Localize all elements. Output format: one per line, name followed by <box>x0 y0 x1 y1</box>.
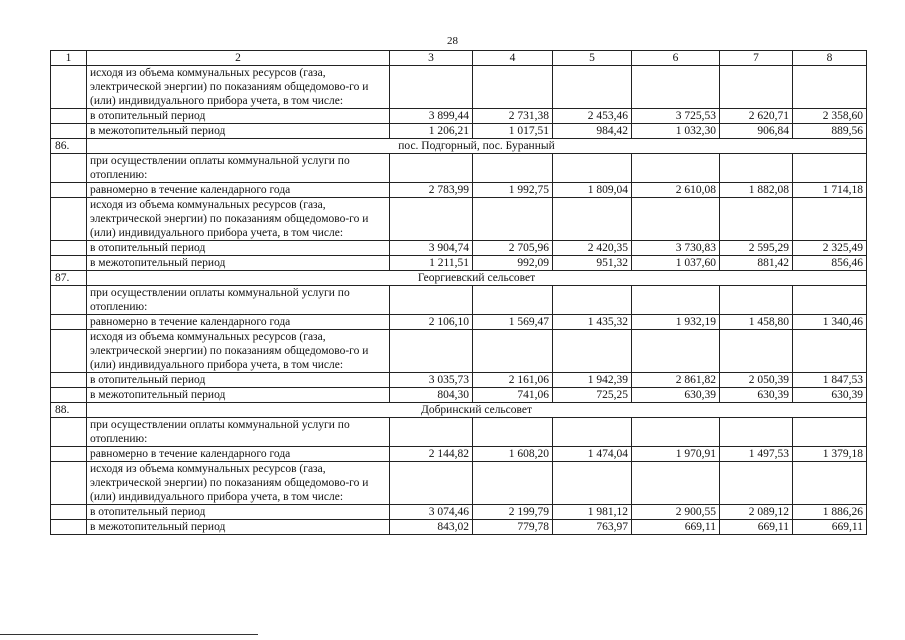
header-cell: 6 <box>632 51 720 66</box>
section-number: 86. <box>51 139 87 154</box>
value-cell: 2 050,39 <box>720 373 793 388</box>
value-cell: 1 714,18 <box>793 183 867 198</box>
value-cell <box>632 286 720 315</box>
row-number-cell <box>51 373 87 388</box>
value-cell <box>720 462 793 505</box>
section-row <box>51 271 867 286</box>
value-cell: 1 608,20 <box>473 447 553 462</box>
value-cell: 2 325,49 <box>793 241 867 256</box>
value-cell <box>793 286 867 315</box>
value-cell: 1 435,32 <box>553 315 632 330</box>
value-cell <box>553 462 632 505</box>
table-row <box>51 505 867 520</box>
value-cell: 2 861,82 <box>632 373 720 388</box>
value-cell: 1 942,39 <box>553 373 632 388</box>
tariff-table <box>50 50 867 535</box>
value-cell: 3 730,83 <box>632 241 720 256</box>
table-row <box>51 330 867 373</box>
value-cell: 1 847,53 <box>793 373 867 388</box>
value-cell <box>720 198 793 241</box>
value-cell <box>553 330 632 373</box>
value-cell: 2 620,71 <box>720 109 793 124</box>
value-cell: 843,02 <box>390 520 473 535</box>
value-cell: 2 358,60 <box>793 109 867 124</box>
value-cell <box>553 66 632 109</box>
header-cell: 1 <box>51 51 87 66</box>
value-cell: 1 497,53 <box>720 447 793 462</box>
value-cell <box>793 418 867 447</box>
value-cell <box>553 198 632 241</box>
row-description: равномерно в течение календарного года <box>87 183 390 198</box>
value-cell: 669,11 <box>632 520 720 535</box>
table-row <box>51 520 867 535</box>
row-number-cell <box>51 505 87 520</box>
section-row <box>51 403 867 418</box>
page-number: 28 <box>447 35 458 47</box>
row-number-cell <box>51 330 87 373</box>
value-cell <box>390 418 473 447</box>
table-body <box>51 51 867 535</box>
value-cell <box>720 286 793 315</box>
value-cell <box>632 154 720 183</box>
table-row <box>51 154 867 183</box>
value-cell: 2 610,08 <box>632 183 720 198</box>
section-title: Добринский сельсовет <box>87 403 867 418</box>
value-cell: 2 595,29 <box>720 241 793 256</box>
header-cell: 2 <box>87 51 390 66</box>
value-cell: 3 899,44 <box>390 109 473 124</box>
value-cell <box>473 330 553 373</box>
row-description: исходя из объема коммунальных ресурсов (газа, электрической энергии) по показаниям общедомово-го и (или) индивидуального прибора учета, в том числе: <box>87 198 390 241</box>
table-row <box>51 373 867 388</box>
value-cell: 2 161,06 <box>473 373 553 388</box>
row-description: при осуществлении оплаты коммунальной услуги по отоплению: <box>87 286 390 315</box>
value-cell: 779,78 <box>473 520 553 535</box>
row-description: в межотопительный период <box>87 520 390 535</box>
row-number-cell <box>51 447 87 462</box>
section-title: Георгиевский сельсовет <box>87 271 867 286</box>
table-row <box>51 198 867 241</box>
value-cell: 1 981,12 <box>553 505 632 520</box>
value-cell: 992,09 <box>473 256 553 271</box>
row-description: в отопительный период <box>87 241 390 256</box>
value-cell <box>553 418 632 447</box>
row-number-cell <box>51 462 87 505</box>
row-number-cell <box>51 154 87 183</box>
row-number-cell <box>51 198 87 241</box>
value-cell: 3 035,73 <box>390 373 473 388</box>
row-number-cell <box>51 66 87 109</box>
row-description: в межотопительный период <box>87 124 390 139</box>
table-row <box>51 183 867 198</box>
table-row <box>51 447 867 462</box>
footnote-divider <box>0 634 258 635</box>
table-row <box>51 418 867 447</box>
value-cell: 951,32 <box>553 256 632 271</box>
value-cell: 2 106,10 <box>390 315 473 330</box>
table-row <box>51 286 867 315</box>
value-cell: 1 206,21 <box>390 124 473 139</box>
row-description: в отопительный период <box>87 505 390 520</box>
value-cell <box>553 154 632 183</box>
value-cell <box>720 418 793 447</box>
value-cell: 1 809,04 <box>553 183 632 198</box>
value-cell: 2 783,99 <box>390 183 473 198</box>
row-description: равномерно в течение календарного года <box>87 447 390 462</box>
value-cell <box>473 198 553 241</box>
header-row <box>51 51 867 66</box>
table-row <box>51 315 867 330</box>
row-number-cell <box>51 418 87 447</box>
value-cell <box>473 286 553 315</box>
table-row <box>51 388 867 403</box>
section-title: пос. Подгорный, пос. Буранный <box>87 139 867 154</box>
value-cell: 2 089,12 <box>720 505 793 520</box>
value-cell: 1 211,51 <box>390 256 473 271</box>
table-row <box>51 66 867 109</box>
value-cell <box>632 418 720 447</box>
value-cell: 3 725,53 <box>632 109 720 124</box>
section-number: 88. <box>51 403 87 418</box>
value-cell: 889,56 <box>793 124 867 139</box>
value-cell: 1 932,19 <box>632 315 720 330</box>
header-cell: 7 <box>720 51 793 66</box>
value-cell: 2 144,82 <box>390 447 473 462</box>
value-cell: 725,25 <box>553 388 632 403</box>
section-number: 87. <box>51 271 87 286</box>
value-cell: 804,30 <box>390 388 473 403</box>
row-number-cell <box>51 388 87 403</box>
value-cell: 2 705,96 <box>473 241 553 256</box>
section-row <box>51 139 867 154</box>
value-cell: 1 970,91 <box>632 447 720 462</box>
row-number-cell <box>51 183 87 198</box>
row-number-cell <box>51 241 87 256</box>
value-cell: 1 882,08 <box>720 183 793 198</box>
value-cell: 906,84 <box>720 124 793 139</box>
value-cell <box>473 154 553 183</box>
row-description: исходя из объема коммунальных ресурсов (газа, электрической энергии) по показаниям общедомово-го и (или) индивидуального прибора учета, в том числе: <box>87 462 390 505</box>
value-cell <box>720 330 793 373</box>
row-number-cell <box>51 315 87 330</box>
row-description: при осуществлении оплаты коммунальной услуги по отоплению: <box>87 418 390 447</box>
value-cell <box>793 462 867 505</box>
value-cell: 2 453,46 <box>553 109 632 124</box>
value-cell: 3 904,74 <box>390 241 473 256</box>
value-cell <box>632 66 720 109</box>
table-row <box>51 109 867 124</box>
row-description: в межотопительный период <box>87 388 390 403</box>
value-cell: 630,39 <box>720 388 793 403</box>
value-cell <box>390 66 473 109</box>
value-cell <box>720 154 793 183</box>
table-row <box>51 462 867 505</box>
value-cell: 669,11 <box>720 520 793 535</box>
row-description: равномерно в течение календарного года <box>87 315 390 330</box>
value-cell: 2 731,38 <box>473 109 553 124</box>
row-description: в отопительный период <box>87 373 390 388</box>
header-cell: 4 <box>473 51 553 66</box>
value-cell <box>473 462 553 505</box>
value-cell <box>390 198 473 241</box>
value-cell: 1 569,47 <box>473 315 553 330</box>
value-cell <box>793 154 867 183</box>
value-cell: 1 379,18 <box>793 447 867 462</box>
value-cell <box>632 462 720 505</box>
row-description: в отопительный период <box>87 109 390 124</box>
value-cell: 1 037,60 <box>632 256 720 271</box>
header-cell: 5 <box>553 51 632 66</box>
value-cell <box>473 418 553 447</box>
row-description: исходя из объема коммунальных ресурсов (газа, электрической энергии) по показаниям общедомово-го и (или) индивидуального прибора учета, в том числе: <box>87 66 390 109</box>
row-description: исходя из объема коммунальных ресурсов (газа, электрической энергии) по показаниям общедомово-го и (или) индивидуального прибора учета, в том числе: <box>87 330 390 373</box>
value-cell: 1 340,46 <box>793 315 867 330</box>
value-cell: 881,42 <box>720 256 793 271</box>
value-cell <box>720 66 793 109</box>
table-row <box>51 124 867 139</box>
value-cell <box>473 66 553 109</box>
value-cell: 2 199,79 <box>473 505 553 520</box>
value-cell <box>793 66 867 109</box>
row-number-cell <box>51 286 87 315</box>
row-number-cell <box>51 124 87 139</box>
value-cell <box>632 330 720 373</box>
header-cell: 3 <box>390 51 473 66</box>
value-cell <box>390 462 473 505</box>
row-description: при осуществлении оплаты коммунальной услуги по отоплению: <box>87 154 390 183</box>
value-cell: 2 900,55 <box>632 505 720 520</box>
value-cell: 3 074,46 <box>390 505 473 520</box>
value-cell: 2 420,35 <box>553 241 632 256</box>
value-cell: 1 017,51 <box>473 124 553 139</box>
value-cell <box>793 330 867 373</box>
row-number-cell <box>51 256 87 271</box>
value-cell: 984,42 <box>553 124 632 139</box>
value-cell <box>390 286 473 315</box>
table-row <box>51 241 867 256</box>
value-cell: 1 032,30 <box>632 124 720 139</box>
value-cell: 630,39 <box>793 388 867 403</box>
value-cell <box>553 286 632 315</box>
value-cell: 1 886,26 <box>793 505 867 520</box>
value-cell <box>390 330 473 373</box>
value-cell: 630,39 <box>632 388 720 403</box>
value-cell <box>793 198 867 241</box>
row-number-cell <box>51 520 87 535</box>
value-cell: 741,06 <box>473 388 553 403</box>
value-cell: 1 992,75 <box>473 183 553 198</box>
header-cell: 8 <box>793 51 867 66</box>
value-cell: 763,97 <box>553 520 632 535</box>
row-number-cell <box>51 109 87 124</box>
row-description: в межотопительный период <box>87 256 390 271</box>
value-cell <box>390 154 473 183</box>
value-cell: 856,46 <box>793 256 867 271</box>
value-cell <box>632 198 720 241</box>
value-cell: 1 474,04 <box>553 447 632 462</box>
value-cell: 1 458,80 <box>720 315 793 330</box>
table-row <box>51 256 867 271</box>
value-cell: 669,11 <box>793 520 867 535</box>
